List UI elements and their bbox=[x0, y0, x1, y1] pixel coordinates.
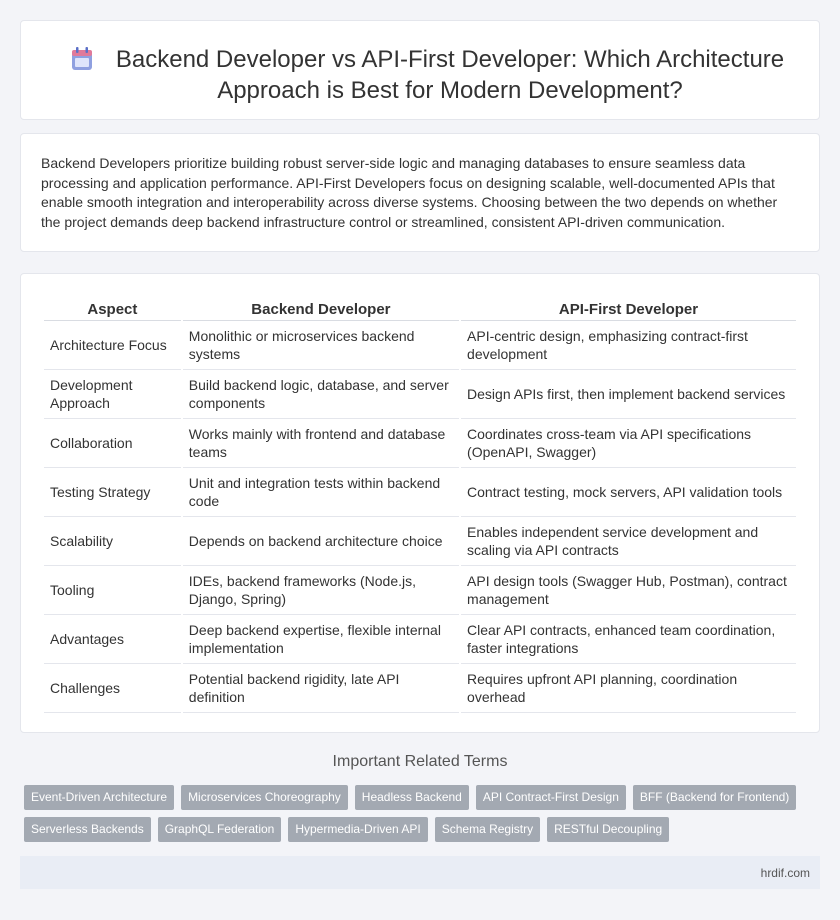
comparison-card bbox=[20, 273, 820, 733]
intro-card bbox=[20, 133, 820, 252]
term-tag[interactable]: Serverless Backends bbox=[24, 817, 151, 842]
cell-aspect: Testing Strategy bbox=[44, 468, 181, 517]
title-card bbox=[20, 20, 820, 120]
term-tag[interactable]: Event-Driven Architecture bbox=[24, 785, 174, 810]
cell-backend: Depends on backend architecture choice bbox=[183, 517, 459, 566]
cell-backend: Monolithic or microservices backend systems bbox=[183, 321, 459, 370]
term-tag[interactable]: BFF (Backend for Frontend) bbox=[633, 785, 796, 810]
term-tag[interactable]: Hypermedia-Driven API bbox=[288, 817, 427, 842]
cell-api-first: Contract testing, mock servers, API validation tools bbox=[461, 468, 796, 517]
footer-site-link[interactable]: hrdif.com bbox=[760, 866, 810, 880]
cell-backend: Potential backend rigidity, late API definition bbox=[183, 664, 459, 713]
cell-api-first: API design tools (Swagger Hub, Postman), contract management bbox=[461, 566, 796, 615]
cell-backend: Unit and integration tests within backend code bbox=[183, 468, 459, 517]
comparison-table bbox=[42, 296, 798, 713]
cell-aspect: Development Approach bbox=[44, 370, 181, 419]
table-row bbox=[44, 321, 796, 370]
cell-aspect: Challenges bbox=[44, 664, 181, 713]
table-row bbox=[44, 566, 796, 615]
header-backend: Backend Developer bbox=[183, 296, 459, 321]
term-tag[interactable]: Schema Registry bbox=[435, 817, 540, 842]
cell-aspect: Collaboration bbox=[44, 419, 181, 468]
cell-aspect: Advantages bbox=[44, 615, 181, 664]
cell-api-first: Clear API contracts, enhanced team coordination, faster integrations bbox=[461, 615, 796, 664]
cell-aspect: Scalability bbox=[44, 517, 181, 566]
cell-backend: Build backend logic, database, and server components bbox=[183, 370, 459, 419]
table-row bbox=[44, 370, 796, 419]
table-header-row bbox=[44, 296, 796, 321]
term-tag[interactable]: Microservices Choreography bbox=[181, 785, 348, 810]
page-title: Backend Developer vs API-First Developer: Which Architecture Approach is Best for Modern Development? bbox=[115, 46, 785, 104]
term-tag[interactable]: API Contract-First Design bbox=[476, 785, 626, 810]
cell-aspect: Architecture Focus bbox=[44, 321, 181, 370]
related-terms-heading: Important Related Terms bbox=[332, 753, 508, 770]
table-row bbox=[44, 615, 796, 664]
term-tag[interactable]: Headless Backend bbox=[355, 785, 469, 810]
cell-backend: Works mainly with frontend and database teams bbox=[183, 419, 459, 468]
calendar-icon bbox=[71, 47, 93, 71]
footer bbox=[20, 856, 820, 889]
table-row bbox=[44, 468, 796, 517]
term-tag[interactable]: GraphQL Federation bbox=[158, 817, 282, 842]
cell-aspect: Tooling bbox=[44, 566, 181, 615]
header-api-first: API-First Developer bbox=[461, 296, 796, 321]
related-terms-row bbox=[24, 785, 796, 810]
term-tag[interactable]: RESTful Decoupling bbox=[547, 817, 669, 842]
related-terms-row bbox=[24, 817, 669, 842]
cell-api-first: Enables independent service development and scaling via API contracts bbox=[461, 517, 796, 566]
cell-api-first: Design APIs first, then implement backend services bbox=[461, 370, 796, 419]
cell-api-first: Requires upfront API planning, coordination overhead bbox=[461, 664, 796, 713]
table-row bbox=[44, 419, 796, 468]
table-row bbox=[44, 664, 796, 713]
cell-backend: Deep backend expertise, flexible internal implementation bbox=[183, 615, 459, 664]
cell-api-first: Coordinates cross-team via API specifications (OpenAPI, Swagger) bbox=[461, 419, 796, 468]
header-aspect: Aspect bbox=[44, 296, 181, 321]
intro-paragraph: Backend Developers prioritize building robust server-side logic and managing databases to ensure seamless data processing and application performance. API-First Developers focus on designing scalable, well-documented APIs that enable smooth integration and interoperability across diverse systems. Choosing between the two depends on whether the project demands deep backend infrastructure control or streamlined, consistent API-driven communication. bbox=[41, 155, 778, 230]
table-row bbox=[44, 517, 796, 566]
cell-api-first: API-centric design, emphasizing contract-first development bbox=[461, 321, 796, 370]
cell-backend: IDEs, backend frameworks (Node.js, Django, Spring) bbox=[183, 566, 459, 615]
